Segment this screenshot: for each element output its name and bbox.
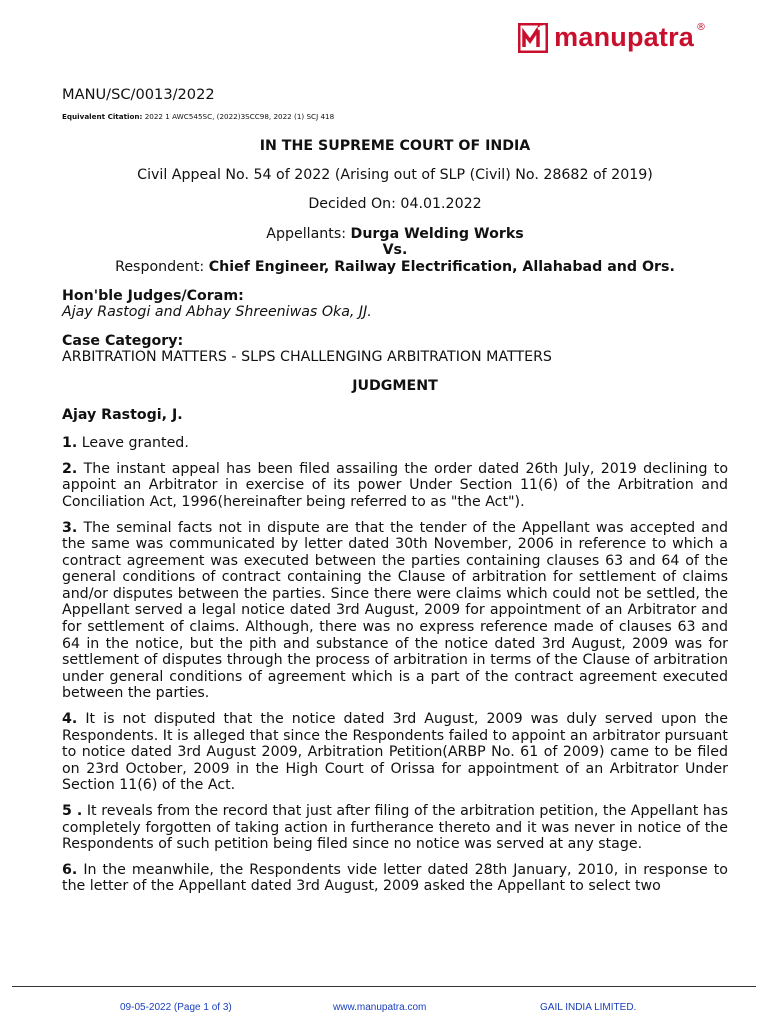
respondent-line (62, 259, 728, 276)
versus: Vs. (382, 242, 408, 259)
equivalent-citation-value: 2022 1 AWC545SC, (2022)3SCC98, 2022 (1) SCJ 418 (144, 112, 335, 121)
appellants-line (62, 226, 728, 243)
paragraph-number: 5 . (62, 803, 83, 819)
coram-block (62, 288, 728, 321)
coram-label: Hon'ble Judges/Coram: (62, 287, 244, 304)
paragraph-number: 3. (62, 519, 78, 536)
paragraph-text: The instant appeal has been filed assailing the order dated 26th July, 2019 declining to appoint an Arbitrator in exercise of its power Under Section 11(6) of the Arbitration and Conciliation Act, 1996(hereinafter being referred to as "the Act"). (62, 460, 729, 510)
appeal-number: Civil Appeal No. 54 of 2022 (Arising out of SLP (Civil) No. 28682 of 2019) (137, 166, 653, 183)
paragraph-number: 4. (62, 711, 78, 728)
manupatra-logo (518, 22, 706, 53)
paragraph-text: The seminal facts not in dispute are that the tender of the Appellant was accepted and the same was communicated by letter dated 30th November, 2006 in reference to which a contract agreement was executed between the parties containing clauses 63 and 64 of the general conditions of contract containing the Clause of arbitration for settlement of claims and/or disputes between the parties. Since there were claims which could not be settled, the Appellant served a legal notice dated 3rd August, 2009 for appointment of an Arbitrator and for settlement of claims. Although, there was no express reference made of clauses 63 and 64 in the notice, but the pith and substance of the notice dated 3rd August, 2009 was for settlement of disputes through the process of arbitration in terms of the Clause of arbitration under general conditions of agreement which is a part of the contract agreement executed between the parties. (62, 519, 728, 702)
decided-on: Decided On: 04.01.2022 (308, 196, 482, 213)
category-value: ARBITRATION MATTERS - SLPS CHALLENGING ARBITRATION MATTERS (62, 349, 552, 366)
category-label: Case Category: (62, 332, 184, 349)
paragraph-1 (62, 435, 728, 452)
registered-mark: ® (696, 22, 706, 33)
appellants-name: Durga Welding Works (350, 225, 524, 242)
footer-site-link[interactable]: www.manupatra.com (333, 1002, 427, 1013)
paragraph-text: Leave granted. (81, 435, 189, 452)
coram-judges: Ajay Rastogi and Abhay Shreeniwas Oka, JJ. (62, 304, 372, 321)
paragraph-2 (62, 461, 728, 511)
paragraph-3 (62, 520, 728, 703)
paragraph-number: 6. (62, 861, 78, 878)
paragraph-5 (62, 803, 728, 853)
paragraph-text: In the meanwhile, the Respondents vide letter dated 28th January, 2010, in response to the letter of the Appellant dated 3rd August, 2009 asked the Appellant to select two (62, 861, 728, 895)
footer-date-page: 09-05-2022 (Page 1 of 3) (120, 1002, 232, 1013)
logo-wordmark: manupatra (554, 22, 694, 52)
respondent-name: Chief Engineer, Railway Electrification, Allahabad and Ors. (208, 258, 675, 275)
court-name: IN THE SUPREME COURT OF INDIA (259, 138, 531, 154)
parties (62, 226, 728, 276)
judgment-author: Ajay Rastogi, J. (62, 406, 183, 423)
equivalent-citation-label: Equivalent Citation: (62, 112, 143, 121)
paragraph-6 (62, 862, 728, 895)
document-body (62, 86, 728, 904)
footer-licensee: GAIL INDIA LIMITED. (540, 1002, 637, 1013)
paragraph-text: It reveals from the record that just after filing of the arbitration petition, the Appellant has completely forgotten of taking action in furtherance thereto and it was never in notice of the Respondents of such petition being filed since no notice was served at any stage. (62, 803, 729, 853)
paragraph-number: 2. (62, 460, 78, 477)
equivalent-citation (62, 112, 728, 121)
category-block (62, 333, 728, 366)
manu-citation: MANU/SC/0013/2022 (62, 86, 215, 103)
judgment-heading: JUDGMENT (352, 377, 438, 394)
respondent-label: Respondent: (115, 258, 205, 275)
paragraph-text: It is not disputed that the notice dated 3rd August, 2009 was duly served upon the Respondents. It is alleged that since the Respondents failed to appoint an arbitrator pursuant to notice dated 3rd August 2009, Arbitration Petition(ARBP No. 61 of 2009) came to be filed on 23rd October, 2009 in the High Court of Orissa for appointment of an Arbitrator Under Section 11(6) of the Act. (62, 711, 728, 794)
manupatra-logo-icon (518, 23, 548, 53)
paragraph-number: 1. (62, 435, 78, 452)
footer-divider (12, 986, 756, 987)
appellants-label: Appellants: (266, 225, 347, 242)
paragraph-4 (62, 711, 728, 794)
